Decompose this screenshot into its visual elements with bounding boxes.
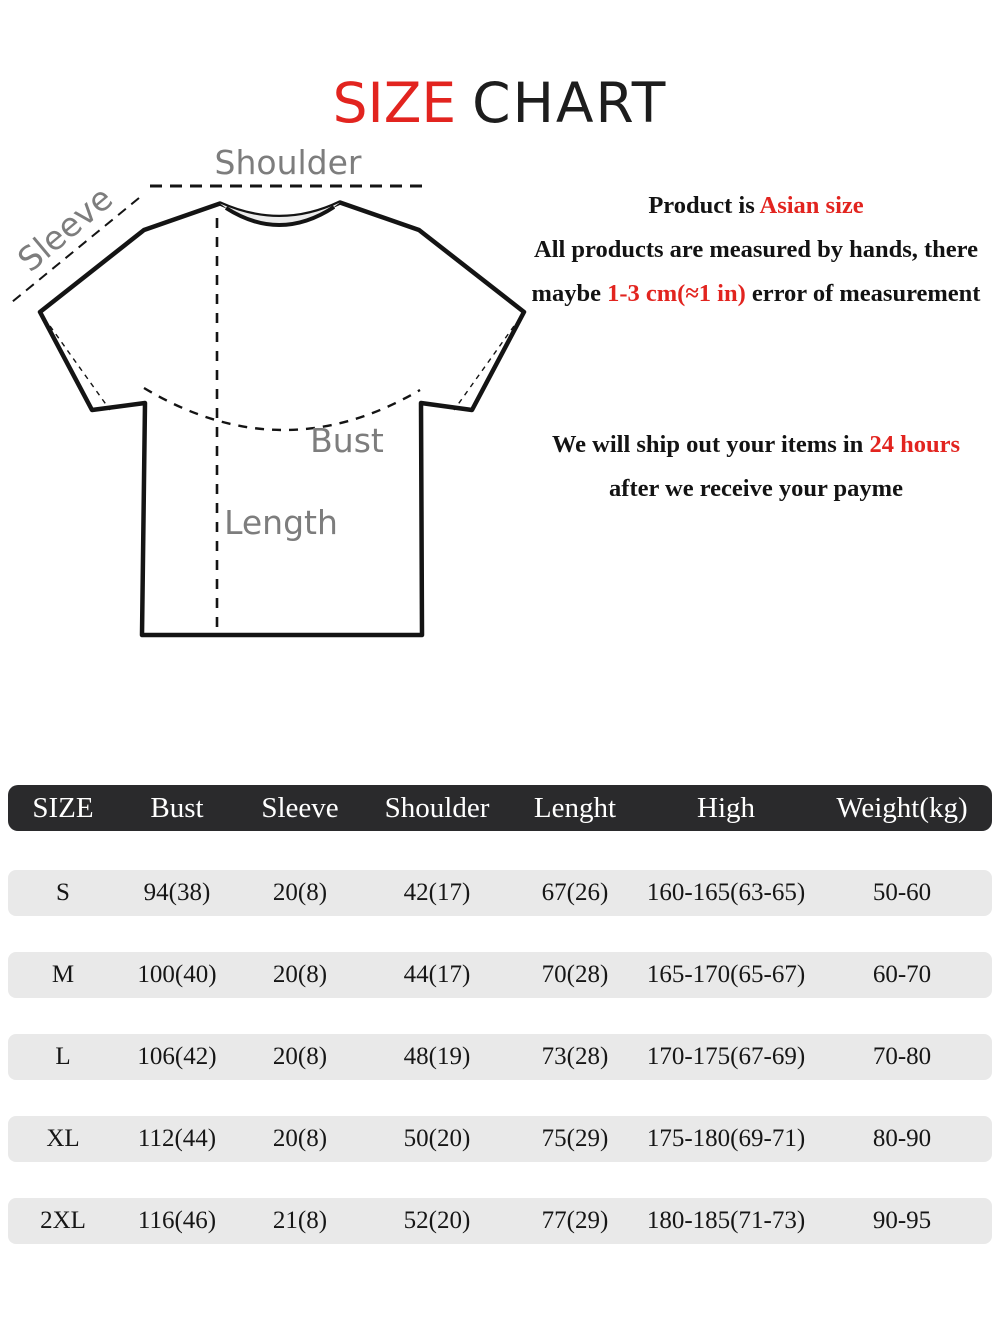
cell-bust: 112(44): [137, 1125, 217, 1152]
cell-size: L: [55, 1043, 71, 1070]
cell-shoulder: 44(17): [403, 961, 471, 988]
note-ship-time: [510, 423, 1000, 467]
cell-size: 2XL: [40, 1207, 86, 1234]
cell-bust: 94(38): [143, 879, 211, 906]
cell-length: 67(26): [541, 879, 609, 906]
cell-sleeve: 20(8): [272, 879, 328, 906]
cell-length: 73(28): [541, 1043, 609, 1070]
notes-spacer: [510, 316, 1000, 423]
page-title: [0, 71, 1000, 135]
cell-sleeve: 20(8): [272, 961, 328, 988]
cell-shoulder: 48(19): [403, 1043, 471, 1070]
table-row-2xl: [8, 1198, 992, 1244]
page-title-size-word: SIZE: [332, 71, 457, 135]
note-highlight: 1-3 cm(≈1 in): [607, 280, 746, 307]
cell-shoulder: 52(20): [403, 1207, 471, 1234]
note-measurement-error: [510, 272, 1000, 316]
note-text: All products are measured by hands, there: [534, 236, 978, 263]
cell-length: 70(28): [541, 961, 609, 988]
cell-weight: 90-95: [872, 1207, 932, 1234]
cell-sleeve: 21(8): [272, 1207, 328, 1234]
cell-size: S: [56, 879, 70, 906]
cell-sleeve: 20(8): [272, 1043, 328, 1070]
note-highlight: 24 hours: [869, 431, 960, 458]
cell-sleeve: 20(8): [272, 1125, 328, 1152]
note-text: We will ship out your items in: [552, 431, 870, 458]
cell-size: M: [51, 961, 75, 988]
note-text: Product is: [648, 192, 760, 219]
page-title-chart-word: CHART: [472, 71, 668, 135]
note-text: error of measurement: [745, 280, 981, 307]
product-notes: [510, 184, 1000, 511]
cell-weight: 80-90: [872, 1125, 932, 1152]
col-header-size: SIZE: [32, 791, 94, 824]
col-header-sleeve: Sleeve: [261, 791, 339, 824]
note-after-payment: [510, 467, 1000, 511]
cell-high: 170-175(67-69): [646, 1043, 806, 1070]
bust-label: Bust: [310, 421, 384, 460]
cell-high: 175-180(69-71): [646, 1125, 806, 1152]
cell-weight: 60-70: [872, 961, 932, 988]
tshirt-outline: [40, 203, 524, 636]
cell-bust: 116(46): [137, 1207, 217, 1234]
tshirt-diagram: [0, 130, 560, 690]
table-row-m: [8, 952, 992, 998]
cell-weight: 70-80: [872, 1043, 932, 1070]
shoulder-label: Shoulder: [214, 143, 362, 182]
sleeve-label: Sleeve: [10, 178, 120, 280]
col-header-shoulder: Shoulder: [384, 791, 490, 824]
note-highlight: Asian size: [759, 192, 864, 219]
cell-shoulder: 50(20): [403, 1125, 471, 1152]
cell-shoulder: 42(17): [403, 879, 471, 906]
cell-high: 180-185(71-73): [646, 1207, 806, 1234]
cell-bust: 106(42): [137, 1043, 217, 1070]
col-header-high: High: [697, 791, 755, 824]
note-text: after we receive your payme: [609, 475, 903, 502]
cell-high: 165-170(65-67): [646, 961, 806, 988]
cell-bust: 100(40): [137, 961, 217, 988]
note-asian-size: [510, 184, 1000, 228]
cell-size: XL: [46, 1125, 80, 1152]
table-row-xl: [8, 1116, 992, 1162]
cell-length: 75(29): [541, 1125, 609, 1152]
cell-weight: 50-60: [872, 879, 932, 906]
col-header-weight: Weight(kg): [836, 791, 968, 824]
size-table-header: [8, 785, 992, 831]
note-text: maybe: [531, 280, 608, 307]
cell-high: 160-165(63-65): [646, 879, 806, 906]
note-measured-by-hands: [510, 228, 1000, 272]
col-header-bust: Bust: [150, 791, 204, 824]
table-row-l: [8, 1034, 992, 1080]
col-header-length: Lenght: [533, 791, 617, 824]
table-row-s: [8, 870, 992, 916]
cell-length: 77(29): [541, 1207, 609, 1234]
length-label: Length: [224, 503, 338, 542]
